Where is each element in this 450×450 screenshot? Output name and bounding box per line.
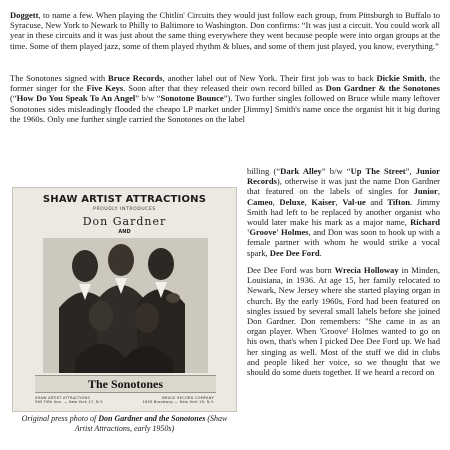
- group-photo-illustration: [43, 238, 208, 373]
- paragraph-dee-dee-ford: Dee Dee Ford was born Wrecia Holloway in Minden, Louisiana, in 1936. At age 15, her family relocated to Newark, New Jersey where she started playing organ in church. By the early 1960s, Ford had been featured on singles issued by several small labels before she joined Don Gardner. Don remembers: "She came in as an organ player. When 'Groove' Holmes wanted to go on his own, that's when I picked Dee Dee Ford up. We had her singing as well. Most of the stuff we did in clubs and people liked her voice, so we thought that we should do some duets together. If we heard a record on: [247, 265, 440, 378]
- photo-caption: Original press photo of Don Gardner and the Sonotones (Shaw Artist Attractions, early 1950s): [21, 414, 228, 433]
- paragraph-circuits: Doggett, to name a few. When playing the Chitlin' Circuits they would just follow each group, from Pittsburgh to Buffalo to Syracuse, New York to Newark to Philly to Baltimore to Washington. Don confirms: “It was just a circuit. You could work all year in these circuits and it was just about the same thing everywhere they went because people were into organ groups at the time. Some of them played jazz, some of them played rhythm & blues, and some of them just played, you know, everything.”: [10, 10, 440, 51]
- paragraph-sonotones: The Sonotones signed with Bruce Records, another label out of New York. Their first job was to back Dickie Smith, the former singer for the Five Keys. Soon after that they released their own record billed as Don Gardner & the Sonotones (“How Do You Speak To An Angel” b/w “Sonotone Bounce”). Two further singles followed on Bruce while many leftover Sonotones sides misleadingly flooded the cheapo LP market under [Jimmy] Smith's name once the organist hit it big during the 1960s. Only one further single carried the Sonotones on the label: [10, 73, 440, 124]
- member-head: [108, 244, 134, 276]
- poster-footer-right: BRUCE RECORD COMPANY 1650 Broadway — New York 19, N.Y.: [142, 396, 214, 405]
- poster-and: AND: [118, 229, 131, 235]
- poster-artist-name: Don Gardner: [82, 215, 167, 228]
- press-photo-poster: [12, 187, 237, 412]
- paragraph-sonotones-continued: billing (“Dark Alley” b/w “Up The Street”, Junior Records), otherwise it was just the name Don Gardner that featured on the labels of singles for Junior, Cameo, Deluxe, Kaiser, Val-ue and Tifton. Jimmy Smith had left to be replaced by another organist who would later make his mark as a major name, Richard 'Groove' Holmes, and Don was soon to hook up with a female partner with whom he would strike a vocal spark, Dee Dee Ford.: [247, 166, 441, 258]
- member-head: [135, 303, 159, 333]
- member-head: [148, 248, 174, 280]
- bold-name: Doggett: [10, 10, 39, 20]
- group-photo: [43, 238, 208, 373]
- poster-footer-left: SHAW ARTIST ATTRACTIONS 565 Fifth Ave. — New York 17, N.Y.: [35, 396, 104, 405]
- poster-header: SHAW ARTIST ATTRACTIONS: [42, 194, 207, 205]
- poster-band-name: The Sonotones: [35, 375, 216, 393]
- member-head: [89, 301, 113, 331]
- poster-subheader: PROUDLY INTRODUCES: [93, 207, 156, 212]
- member-head: [72, 250, 98, 282]
